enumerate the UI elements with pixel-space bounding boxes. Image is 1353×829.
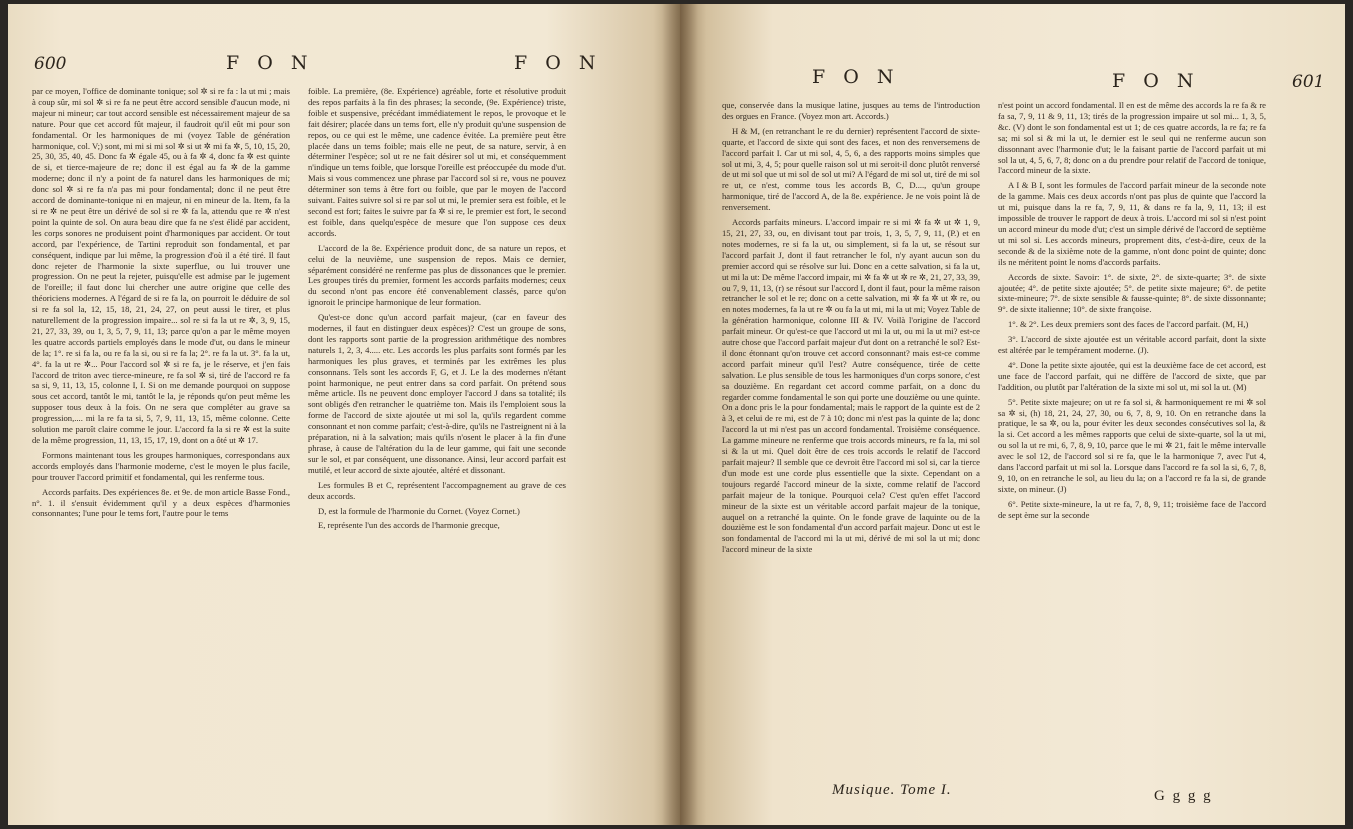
running-head-right-1: F O N xyxy=(812,66,900,88)
paragraph: Accords de sixte. Savoir: 1°. de sixte, 2°. de sixte-quarte; 3°. de sixte ajoutée; 4°. de petite sixte ajoutée; 5°. de petite sixte majeure; 6°. de petite sixte-mineure; 7°. de sixte sensible & fausse-quinte; 8°. de sixte dissonnante; 9°. de sixte italienne; 10°. de sixte françoise. xyxy=(998,271,1266,315)
paragraph: 5°. Petite sixte majeure; on ut re fa sol si, & harmoniquement re mi ✲ sol sa ✲ si, (h) 18, 21, 24, 27, 30, ou 6, 7, 8, 9, 10. On en retranche dans la pratique, le sa ✲, ou la, pour éviter les deux secondes consécutives sol la, & la si. Cet accord a les mêmes rapports que celui de sixte-quarte, sol la ut mi, ou sol la ut re mi, 6, 7, 8, 9, 10, parce que le mi ✲ 21, fait le même intervalle avec le sol 12, de l'accord sol si re fa, que le la harmonique 7, avec l'ut 4, dans l'accord parfait ut mi sol la. Lorsque dans l'accord re fa sol la si, 6, 7, 8, 9, 10, on en retranche le sol, au lieu du la; on a l'accord re fa la si, de grande sixte, on mineur. (J) xyxy=(998,396,1266,494)
paragraph: A I & B I, sont les formules de l'accord parfait mineur de la seconde note de la gamme. Mais ces deux accords n'ont pas plus de quinte que l'accord la ut mi, puisque dans la re fa, 7, 9, 11, & dans re fa la, 9, 11, 13; il est impossible de trouver le rapport de deux à trois. L'accord mi sol si n'est point un accord mineur du mode d'ut; c'est un simple dérivé de l'accord de septième ut mi sol si. Les accords mineurs, proprement dits, c'est-à-dire, ceux de la seconde & de la sixième note de la gamme, n'ont donc point de quinte; donc ils ne méritent point le noms d'accords parfaits. xyxy=(998,180,1266,267)
page-number-right: 601 xyxy=(1292,72,1325,92)
paragraph: 4°. Done la petite sixte ajoutée, qui est la deuxième face de cet accord, est une face de l'accord parfait, qui ne diffère de l'accord de sixte, que par l'addition, ou plutôt par l'altération de la sixte mi sol ut, mi sol la ut. (M) xyxy=(998,359,1266,392)
paragraph: foible. La première, (8e. Expérience) agréable, forte et résolutive produit des repos parfaits à la fin des phrases; la seconde, (9e. Expérience) triste, foible et suspensive, précédant immédiatement le repos, le provoque et le fait désirer; placée dans un tems fort, elle n'y produit qu'une suspension de repos, ou ce qui est le même, une cadence évitée. La première peut être placée dans un tems foible; mais elle ne peut, de sa nature, servir, à en déterminer l'espèce; sol ut re ne fait désirer sol ut mi, et conséquemment n'indique un tems foible, que lorsque l'oreille est préoccupée du mode d'ut. Mais si vous commencez une phrase par l'accord sol si re, vous ne pouvez déterminer son tems à être fort ou foible, que par le moyen de l'accord suivant. Faites suivre sol si re par sol ut mi, le premier sera est foible, et le second est fort; faites le suivre par fa ✲ si re, le premier est fort, le second est foible, dans quelqu'espèce de mesure que l'on suppose ces deux accords. xyxy=(308,86,566,238)
right-page xyxy=(680,4,1345,825)
gutter-shadow-right xyxy=(680,4,698,825)
right-column-2 xyxy=(998,100,1266,559)
left-page xyxy=(8,4,680,825)
paragraph: Accords parfaits. Des expériences 8e. et 9e. de mon article Basse Fond., n°. 1. il s'ensuit évidemment qu'il y a deux espèces d'harmonies consonnantes; l'une pour le tems fort, l'autre pour le tems xyxy=(32,486,290,519)
paragraph: 3°. L'accord de sixte ajoutée est un véritable accord parfait, dont la sixte est altérée par le tempérament moderne. (J). xyxy=(998,334,1266,356)
running-head-right: F O N xyxy=(1112,70,1200,92)
paragraph: L'accord de la 8e. Expérience produit donc, de sa nature un repos, et celui de la neuvième, une suspension de repos. Mais ce dernier, séparément considéré ne renferme pas plus de dissonances que le premier. Les groupes tirés du premier, forment les accords parfaits modernes; ceux du second n'ont pas encore été convenablement classés, parce qu'on ignoroit le principe harmonique de leur formation. xyxy=(308,242,566,308)
footer-volume-title: Musique. Tome I. xyxy=(832,782,952,798)
paragraph: E, représente l'un des accords de l'harmonie grecque, xyxy=(318,520,500,531)
paragraph: n'est point un accord fondamental. Il en est de même des accords la re fa & re fa sa, 7, 9, 11 & 9, 11, 13; tirés de la progression impaire ut sol mi... 1, 3, 5, &c. (V) dont le son fondamental est ut 1; de ces quatre accords, la re fa; re fa sa; mi sol si & mi la ut, le dernier est le seul qui ne renferme aucun son dissonnant avec l'harmonie d'ut; le la faisant partie de l'accord parfait ut mi sol la ut, 4, 5, 6, 7, 8; donc on a du prendre pour relatif de l'accord de tonique, l'accord mineur de la sixte. xyxy=(998,100,1266,176)
running-head-left: F O N xyxy=(226,52,314,74)
paragraph: H & M, (en retranchant le re du dernier) représentent l'accord de sixte-quarte, et l'accord de sixte qui sont des faces, et non des renversemens de l'accord parfait I. Car ut mi sol, 4, 5, 6, a des rapports moins simples que sol ut mi, 3, 4, 5; pour quelle raison sol ut mi seroit-il donc plutôt renversé de ut mi sol que ut mi sol de sol ut mi? A l'égard de mi sol ut, tiré de mi sol re ut, ce n'est, comme tous les accords B, C, D...., qu'un groupe harmonique, tiré de l'accord A, de la 8e. expérience. Je ne vois point là de renversement. xyxy=(722,125,980,213)
paragraph: D, est la formule de l'harmonie du Cornet. (Voyez Cornet.) xyxy=(318,505,520,516)
paragraph: Les formules B et C, représentent l'accompagnement au grave de ces deux accords. xyxy=(308,479,566,501)
signature-mark: G g g g xyxy=(1154,788,1213,804)
gutter-shadow-left xyxy=(662,4,680,825)
paragraph: 1°. & 2°. Les deux premiers sont des faces de l'accord parfait. (M, H,) xyxy=(1008,319,1249,330)
paragraph: Formons maintenant tous les groupes harmoniques, correspondans aux accords employés dans l'harmonie moderne, c'est le moyen le plus facile, pour trouver l'accord primitif et fondamental, qui les renferme tous. xyxy=(32,449,290,482)
left-column-2 xyxy=(308,86,566,535)
paragraph: 6°. Petite sixte-mineure, la ut re fa, 7, 8, 9, 11; troisième face de l'accord de sept ème sur la seconde xyxy=(998,498,1266,520)
left-column-1 xyxy=(32,86,290,535)
left-columns xyxy=(32,86,566,535)
paragraph: par ce moyen, l'office de dominante tonique; sol ✲ si re fa : la ut mi ; mais à coup sûr, mi sol ✲ si re fa ne peut être accord sensible d'aucun mode, ni majeur ni mineur; car tout accord sensible est nécessairement majeur de sa nature. Pour que cet accord fût majeur, il faudroit qu'il eût mi pour son fondamental. Or les harmoniques de mi (voyez Table de génération harmonique, col. V;) sont, mi mi si mi sol ✲ si ut ✲ mi fa ✲, 5, 10, 15, 20, 25, 30, 35, 40, 45. Donc fa ✲ égale 45, ou à fa ✲ 4, donc fa ✲ est quinte de si, et tierce-majeure de re; donc il est égal au fa ✲ de la gamme moderne; donc il n'y a point de fa naturel dans les harmoniques de mi; donc sol ✲ si re fa n'a pas mi pour fondamental; donc il ne peut être accord de dominante-tonique ni en majeur, ni en mineur de la. Item, fa la si re ✲ ne peut être un dérivé de sol si re ✲ fa la, attendu que re ✲ n'est point la quinte de sol. On aura beau dire que fa ne s'est élidé par accident, les corps sonores ne produisent point d'harmoniques par accident. Or tout accord, par l'expérience, de Tartini reproduit son fondamental, et par conséquent, indique par lui même, la progression d'où il a été tiré. Il faut donc rejeter de l'harmonie la sixte superflue, ou lui trouver une progression. On ne peut la rejeter, puisqu'elle est admise par le jugement de l'oreille; il faut donc lui chercher une autre origine que celle des théoriciens modernes. A l'égard de si re fa la, on pourroit le déduire de sol si re fa sol la, 12, 15, 18, 21, 24, 27, on peut aussi le tirer, et plus naturellement de la progression impaire... sol re si fa la ut re ✲, 3, 9, 15, 21, 27, 33, 39, ou 1, 3, 5, 7, 9, 11, 13; parce qu'on a par le même moyen les quatre accords partiels employés dans le mode d'ut, ou dans le mineur de la; 1°. re si fa la, ou re fa la si, ou si re fa la; 2°. re fa la ut. 3°. fa la ut, 4°. fa la ut re ✲... Pour l'accord sol ✲ si re fa, je le réserve, et j'en fais l'accord de triton avec tierce-mineure, re fa sol ✲ si, tiré de l'accord re fa sa si, 9, 11, 13, 15, colonne I, I. Si on me demande pourquoi on suppose sous cet accord, tantôt le mi, tantôt le la, je réponds qu'on peut même les supposer tous deux à la fois. On ne sera que compléter au grave sa progression,.... mi la re fa ta si, 5, 7, 9, 11, 13, 15, même colonne. Cette solution me paroît claire comme le jour. L'accord fa la si re ✲ est la suite de la même progression, 11, 13, 15, 17, 19, dont on a ôté ut ✲ 17. xyxy=(32,86,290,445)
paragraph: que, conservée dans la musique latine, jusques au tems de l'introduction des orgues en France. (Voyez mon art. Accords.) xyxy=(722,100,980,121)
running-head-left-2: F O N xyxy=(514,52,602,74)
paragraph: Accords parfaits mineurs. L'accord impair re si mi ✲ fa ✲ ut ✲ 1, 9, 15, 21, 27, 33, ou, en divisant tout par trois, 1, 3, 5, 7, 9, 11, (P.) et en notes modernes, re si fa la ut, ou simplement, si fa la ut, se résout sur l'accord parfait J, dont il faut retrancher le fol, n'y ayant aucun son du premier accord qui se résolve sur lui. Donc en a cette salvation, si fa la ut, ut mi la ut: De même l'accord impair, mi ✲ fa ✲ ut ✲ re ✲, 21, 27, 33, 39, ou 7, 9, 11, 13, (r) se résout sur l'accord I, dont il faut, pour la même raison retrancher le sol et le re; donc on a cette salvation, mi ✲ fa ✲ ut ✲ re, ou en notes modernes, fa la ut re ✲ ou fa la ut mi, mi la ut mi; Voyez Table de la génération harmonique, colonne III & IV. Voilà l'origine de l'accord parfait mineur. Or qu'est-ce que l'accord ut mi la ut, ou mi la ut mi? est-ce autre chose que l'accord parfait majeur d'ut dont on a retranché le sol? Est-il donc étonnant qu'on trouve cet accord consonnant? mais est-ce comme accord parfait mineur qu'il l'est? Autre conséquence, tirée de cette salvation. Le plus sensible de tous les harmoniques d'un corps sonore, c'est sa douzième. En regardant cet accord comme parfait, on a donc du regarder comme fondamental le son qui porte une douzième ou une quinte. On a donc pris le la pour fondamental; mais le rapport de la quinte est de 2 à 3, et celui de re mi, est de 7 à 10; donc mi n'est pas la quinte de la; donc l'accord la ut mi n'est pas un accord fondamental. Troisième conséquence. La gamme mineure ne renferme que trois accords mineurs, re fa la, mi sol si & la ut mi. Quel doit être de ces trois accords le relatif de l'accord parfait majeur? Il semble que ce devroit être l'accord mi sol si, car la tierce d'un mode est une corde plus essentielle que la sixte. Cependant on a toujours regardé l'accord mineur de la sixte, comme relatif de l'accord parfait majeur de la tonique. Pourquoi cela? C'est qu'en effet l'accord mineur de la sixte est un véritable accord parfait majeur de la tonique, auquel on a retranché la quinte. On le fonde grave de laquinte ou de la douzième est le son fondamental d'un accord parfait majeur. Donc ut est le son fondamental de l'accord mi la ut mi, dérivé de mi sol la ut mi; donc l'accord mineur de la sixte xyxy=(722,217,980,555)
page-number-left: 600 xyxy=(34,54,67,74)
book-spread xyxy=(8,4,1345,825)
right-columns xyxy=(722,100,1266,559)
paragraph: Qu'est-ce donc qu'un accord parfait majeur, (car en faveur des modernes, il faut en distinguer deux espèces)? C'est un groupe de sons, dont les rapports sont partie de la progression arithmétique des nombres naturels 1, 2, 3, 4..... etc. Les accords les plus parfaits sont formés par les harmoniques les plus graves, et terminés par les extrêmes les plus consonnans. Tels sont les accords F, G, et J. Le la des modernes n'étant point harmonique, ne peut entrer dans sa cord parfait. On prétend sous même article. Ils ne peuvent donc employer l'accord J dans sa totalité; ils sont obligés d'en retrancher le quatrième ton. Mais ils l'emploient sous la forme de l'accord de sixte ajoutée ut mi sol la, qu'ils regardent comme consonnant et non comme parfait; c'est-à-dire, qu'ils ne l'astreignent ni à la préparation, ni à la salvation; mais qu'ils n'osent le placer à la fin d'une phrase, à cause de l'altération du la de leur gamme, qui fait une seconde sur le sol, et par conséquent, une dissonance. Ainsi, leur accord parfait est mutilé, et leur accord de sixte ajoutée, altéré et dissonant. xyxy=(308,312,566,475)
right-column-1 xyxy=(722,100,980,559)
